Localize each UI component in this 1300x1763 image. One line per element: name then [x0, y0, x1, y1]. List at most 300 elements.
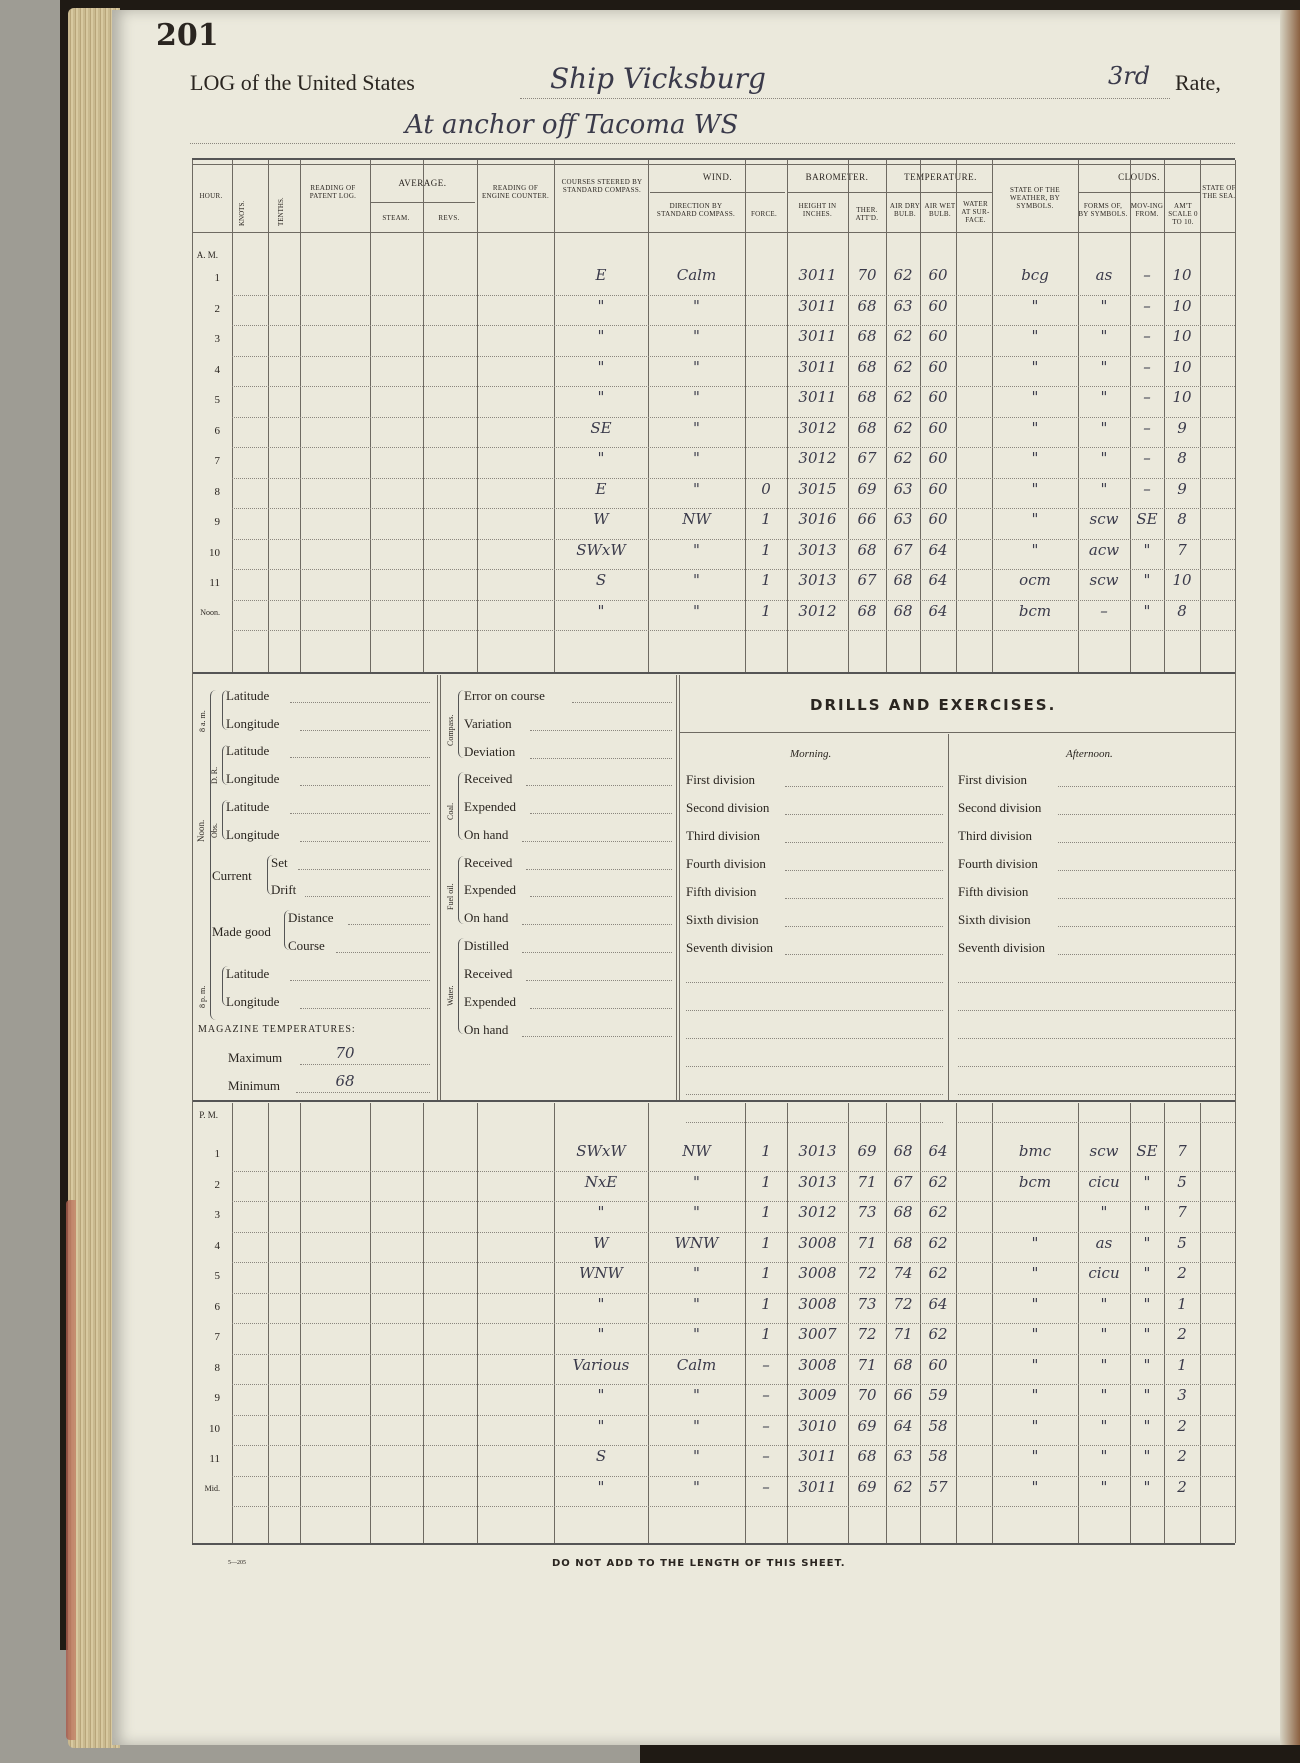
- cloud-amount-cell: 2: [1177, 1447, 1187, 1465]
- cloud-moving-cell: –: [1143, 479, 1151, 498]
- weather-cell: ": [1031, 1386, 1039, 1404]
- drill-blank-line: [686, 1038, 943, 1039]
- air-dry-cell: 63: [893, 296, 913, 315]
- cloud-amount-cell: 7: [1177, 540, 1187, 559]
- cloud-moving-cell: ": [1143, 1172, 1151, 1191]
- drill-afternoon-line: [1058, 898, 1235, 899]
- force-cell: –: [762, 1355, 770, 1374]
- barometer-cell: 3008: [798, 1264, 837, 1282]
- cloud-forms-cell: cicu: [1088, 1172, 1120, 1191]
- ther-att-cell: 67: [857, 571, 877, 589]
- coal-on-hand-line: [522, 841, 672, 842]
- course-cell: NxE: [584, 1172, 618, 1191]
- current-label: Current: [212, 868, 252, 883]
- cloud-amount-cell: 2: [1177, 1416, 1187, 1435]
- weather-cell: ": [1031, 1294, 1039, 1313]
- wind-cell: ": [693, 418, 700, 437]
- header-amount: AM'T SCALE 0 TO 10.: [1168, 202, 1198, 226]
- wind-cell: ": [693, 1477, 700, 1496]
- barometer-cell: 3008: [798, 1355, 837, 1374]
- magazine-min-line: [296, 1092, 430, 1093]
- wind-cell: NW: [682, 510, 711, 528]
- wind-cell: Calm: [676, 1355, 717, 1374]
- drill-afternoon-division: Fifth division: [958, 884, 1029, 899]
- force-cell: 1: [761, 1142, 771, 1160]
- fuel-oil-group-label: Fuel oil.: [446, 883, 455, 910]
- drill-afternoon-line: [1058, 926, 1235, 927]
- ther-att-cell: 68: [857, 1447, 877, 1465]
- drill-morning-line: [785, 926, 943, 927]
- barometer-cell: 3011: [798, 327, 837, 345]
- air-wet-cell: 60: [928, 1355, 948, 1374]
- weather-cell: bcm: [1018, 601, 1052, 620]
- am-label: A. M.: [196, 250, 218, 260]
- row-rule: [232, 417, 1235, 418]
- weather-cell: ocm: [1019, 571, 1051, 589]
- header-hour: HOUR.: [199, 192, 223, 200]
- barometer-cell: 3012: [798, 1203, 837, 1221]
- mid-divider-2b: [679, 675, 680, 1100]
- ther-att-cell: 71: [857, 1233, 877, 1252]
- drill-morning-line: [785, 898, 943, 899]
- drill-afternoon-division: Second division: [958, 800, 1042, 815]
- air-wet-cell: 58: [928, 1416, 948, 1435]
- header-barometer: BAROMETER.: [805, 172, 869, 182]
- cloud-forms-cell: scw: [1089, 1142, 1119, 1160]
- drill-blank-line: [958, 1038, 1235, 1039]
- background-left: [0, 0, 60, 1763]
- force-cell: 1: [761, 1264, 771, 1282]
- header-weather: STATE OF THE WEATHER, BY SYMBOLS.: [1010, 186, 1060, 210]
- air-dry-cell: 62: [893, 327, 913, 345]
- air-dry-cell: 68: [893, 1203, 913, 1221]
- water-received: Received: [464, 966, 513, 981]
- weather-cell: ": [1031, 418, 1039, 437]
- hour-label: 6: [214, 1300, 220, 1313]
- weather-cell: bcm: [1018, 1172, 1052, 1191]
- weather-cell: ": [1031, 1355, 1039, 1374]
- hour-label: 8: [214, 1361, 220, 1374]
- course-cell: Various: [572, 1355, 630, 1374]
- force-cell: –: [762, 1416, 770, 1435]
- air-wet-cell: 60: [928, 388, 948, 406]
- course-cell: SE: [590, 418, 612, 437]
- cloud-forms-cell: ": [1100, 1447, 1108, 1465]
- cloud-forms-cell: ": [1100, 1416, 1108, 1435]
- air-dry-cell: 62: [893, 266, 913, 284]
- barometer-cell: 3013: [798, 571, 837, 589]
- course-cell: ": [597, 601, 605, 620]
- air-wet-cell: 59: [928, 1386, 948, 1404]
- hour-label: 4: [214, 1239, 220, 1252]
- current-drift-line: [305, 896, 430, 897]
- cloud-moving-cell: –: [1143, 357, 1151, 376]
- water-group-label: Water.: [446, 985, 455, 1006]
- made-good-label: Made good: [212, 924, 271, 939]
- ship-name: Ship Vicksburg: [550, 62, 766, 95]
- header-height: HEIGHT IN INCHES.: [798, 202, 837, 218]
- obs-latitude-line: [290, 813, 430, 814]
- cloud-moving-cell: SE: [1136, 510, 1158, 528]
- air-dry-cell: 68: [893, 1142, 913, 1160]
- air-wet-cell: 60: [928, 449, 948, 467]
- mid-divider-2: [676, 675, 677, 1100]
- mid-divider-1: [437, 675, 438, 1100]
- header-moving: MOV-ING FROM.: [1130, 202, 1164, 218]
- barometer-cell: 3011: [798, 296, 837, 315]
- cloud-moving-cell: –: [1143, 449, 1151, 467]
- drill-morning-line: [785, 842, 943, 843]
- hour-label: 1: [214, 272, 220, 284]
- weather-cell: bcg: [1021, 266, 1049, 284]
- cloud-amount-cell: 1: [1177, 1355, 1187, 1374]
- pm8-label: 8 p. m.: [198, 985, 207, 1008]
- barometer-cell: 3008: [798, 1233, 837, 1252]
- magazine-min-label: Minimum: [228, 1078, 281, 1093]
- hour-label: 3: [214, 333, 220, 345]
- cloud-moving-cell: ": [1143, 1447, 1151, 1465]
- cloud-amount-cell: 10: [1172, 296, 1192, 315]
- cloud-forms-cell: ": [1100, 296, 1108, 315]
- weather-cell: bmc: [1018, 1142, 1052, 1160]
- force-cell: –: [762, 1477, 770, 1496]
- fuel-received: Received: [464, 855, 513, 870]
- fuel-received-line: [526, 869, 672, 870]
- ther-att-cell: 69: [857, 1416, 877, 1435]
- hour-label: 7: [214, 455, 220, 467]
- coal-on-hand: On hand: [464, 827, 509, 842]
- mid-divider-1b: [440, 675, 441, 1100]
- pm8-latitude: Latitude: [226, 966, 270, 981]
- course-cell: S: [595, 1447, 607, 1465]
- force-cell: 1: [761, 1172, 771, 1191]
- header-patent-log: READING OF PATENT LOG.: [309, 184, 357, 200]
- force-cell: –: [762, 1447, 770, 1465]
- ther-att-cell: 69: [857, 1142, 877, 1160]
- drill-blank-line: [958, 982, 1235, 983]
- row-rule: [232, 1476, 1235, 1477]
- dr-longitude: Longitude: [226, 771, 280, 786]
- hour-label: 7: [214, 1331, 220, 1343]
- wind-cell: WNW: [674, 1233, 719, 1252]
- drill-afternoon-division: Sixth division: [958, 912, 1031, 927]
- drill-blank-line: [686, 1094, 943, 1095]
- am8-latitude-line: [290, 702, 430, 703]
- air-dry-cell: 67: [893, 540, 913, 559]
- weather-cell: ": [1031, 296, 1039, 315]
- coal-received-line: [526, 785, 672, 786]
- hour-label: 4: [214, 363, 220, 376]
- weather-cell: ": [1031, 1233, 1039, 1252]
- ther-att-cell: 68: [857, 601, 877, 620]
- air-dry-cell: 63: [893, 479, 913, 498]
- barometer-cell: 3011: [798, 388, 837, 406]
- brace-noon: [210, 690, 217, 1020]
- row-rule: [232, 539, 1235, 540]
- weather-cell: ": [1031, 479, 1039, 498]
- wind-cell: Calm: [676, 266, 717, 284]
- cloud-forms-cell: ": [1100, 479, 1108, 498]
- air-wet-cell: 60: [928, 266, 948, 284]
- course-cell: E: [595, 266, 607, 284]
- header-wind: WIND.: [702, 172, 733, 182]
- cloud-moving-cell: ": [1143, 1477, 1151, 1496]
- course-cell: ": [597, 1203, 605, 1221]
- course-cell: W: [593, 510, 609, 528]
- mid-divider-3: [948, 734, 949, 1100]
- dr-label: D. R.: [210, 766, 219, 784]
- magazine-min-value: 68: [335, 1072, 355, 1090]
- cloud-moving-cell: ": [1143, 1386, 1151, 1404]
- air-wet-cell: 60: [928, 510, 948, 528]
- made-good-course: Course: [288, 938, 325, 953]
- wind-cell: ": [693, 1264, 700, 1282]
- weather-cell: ": [1031, 1447, 1039, 1465]
- course-cell: SWxW: [576, 1142, 626, 1160]
- ther-att-cell: 69: [857, 479, 877, 498]
- row-rule: [232, 1232, 1235, 1233]
- made-good-distance: Distance: [288, 910, 334, 925]
- force-cell: 0: [761, 479, 771, 498]
- air-dry-cell: 66: [893, 1386, 913, 1404]
- air-wet-cell: 62: [928, 1172, 948, 1191]
- force-cell: 1: [761, 1325, 771, 1343]
- drill-blank-line: [958, 1010, 1235, 1011]
- header-revs: REVS.: [438, 214, 460, 222]
- air-dry-cell: 62: [893, 1477, 913, 1496]
- made-good-distance-line: [348, 924, 430, 925]
- drill-blank-line: [686, 1122, 943, 1123]
- air-wet-cell: 60: [928, 418, 948, 437]
- hour-label: 1: [214, 1148, 220, 1160]
- compass-deviation-line: [530, 758, 672, 759]
- force-cell: 1: [761, 1294, 771, 1313]
- ther-att-cell: 67: [857, 449, 877, 467]
- barometer-cell: 3012: [798, 418, 837, 437]
- header-temperature: TEMPERATURE.: [904, 172, 977, 182]
- header-sea: STATE OF THE SEA.: [1202, 184, 1236, 200]
- header-air-wet: AIR WET BULB.: [924, 202, 956, 218]
- cloud-forms-cell: ": [1100, 1477, 1108, 1496]
- water-expended: Expended: [464, 994, 516, 1009]
- wind-cell: ": [693, 449, 700, 467]
- weather-cell: ": [1031, 388, 1039, 406]
- drill-morning-division: Seventh division: [686, 940, 774, 955]
- am8-longitude: Longitude: [226, 716, 280, 731]
- drills-title: DRILLS AND EXERCISES.: [810, 696, 1057, 714]
- cloud-amount-cell: 8: [1177, 601, 1187, 620]
- hour-label: 9: [214, 516, 220, 528]
- fuel-expended-line: [530, 896, 672, 897]
- drill-afternoon-division: Third division: [958, 828, 1033, 843]
- air-dry-cell: 67: [893, 1172, 913, 1191]
- clouds-divider: [1078, 192, 1200, 193]
- am8-label: 8 a. m.: [198, 710, 207, 732]
- drills-afternoon: Afternoon.: [1066, 748, 1113, 760]
- weather-cell: ": [1031, 1477, 1039, 1496]
- weather-cell: ": [1031, 540, 1039, 559]
- barometer-cell: 3011: [798, 357, 837, 376]
- barometer-cell: 3011: [798, 1477, 837, 1496]
- air-wet-cell: 57: [928, 1477, 948, 1496]
- row-rule: [232, 630, 1235, 631]
- coal-group-label: Coal.: [446, 802, 455, 820]
- obs-longitude-line: [300, 841, 430, 842]
- pm8-longitude-line: [300, 1008, 430, 1009]
- air-dry-cell: 71: [893, 1325, 913, 1343]
- air-wet-cell: 62: [928, 1233, 948, 1252]
- drill-afternoon-line: [1058, 870, 1235, 871]
- location: At anchor off Tacoma WS: [405, 110, 739, 140]
- barometer-cell: 3015: [798, 479, 837, 498]
- cloud-moving-cell: ": [1143, 1294, 1151, 1313]
- magazine-title: MAGAZINE TEMPERATURES:: [198, 1024, 356, 1035]
- barometer-cell: 3008: [798, 1294, 837, 1313]
- row-rule: [232, 1262, 1235, 1263]
- course-cell: S: [595, 571, 607, 589]
- drill-afternoon-division: Seventh division: [958, 940, 1046, 955]
- hour-label: 2: [214, 302, 220, 315]
- header-steam: STEAM.: [382, 214, 410, 222]
- drill-morning-division: Sixth division: [686, 912, 759, 927]
- dr-longitude-line: [300, 785, 430, 786]
- water-distilled: Distilled: [464, 938, 509, 953]
- header-water: WATER AT SUR-FACE.: [961, 200, 990, 224]
- barometer-cell: 3011: [798, 1447, 837, 1465]
- footer-notice: DO NOT ADD TO THE LENGTH OF THIS SHEET.: [552, 1558, 846, 1569]
- drill-afternoon-division: First division: [958, 772, 1027, 787]
- air-wet-cell: 64: [928, 540, 948, 559]
- barometer-cell: 3012: [798, 449, 837, 467]
- course-cell: WNW: [579, 1264, 623, 1282]
- row-rule: [232, 1171, 1235, 1172]
- header-air-dry: AIR DRY BULB.: [889, 202, 921, 218]
- header-courses: COURSES STEERED BY STANDARD COMPASS.: [561, 178, 643, 194]
- wind-cell: ": [693, 1203, 700, 1221]
- fuel-expended: Expended: [464, 882, 516, 897]
- hour-label: 10: [209, 1422, 220, 1435]
- cloud-forms-cell: scw: [1089, 571, 1119, 589]
- cloud-forms-cell: scw: [1089, 510, 1119, 528]
- header-clouds: CLOUDS.: [1118, 172, 1160, 182]
- book-right-edge: [1280, 10, 1300, 1745]
- ther-att-cell: 71: [857, 1172, 877, 1191]
- barometer-cell: 3013: [798, 1142, 837, 1160]
- am8-longitude-line: [300, 730, 430, 731]
- drill-blank-line: [958, 1066, 1235, 1067]
- compass-error: Error on course: [464, 688, 545, 703]
- weather-cell: ": [1031, 327, 1039, 345]
- current-set: Set: [271, 855, 288, 870]
- hour-label: 11: [209, 1453, 220, 1465]
- wind-cell: ": [693, 296, 700, 315]
- drill-morning-line: [785, 786, 943, 787]
- obs-label: Obs.: [210, 823, 219, 838]
- water-distilled-line: [522, 952, 672, 953]
- header-force: FORCE.: [750, 210, 778, 218]
- wind-cell: ": [693, 1325, 700, 1343]
- table-side-border: [1235, 160, 1236, 1543]
- drill-morning-line: [785, 954, 943, 955]
- coal-expended: Expended: [464, 799, 516, 814]
- course-cell: ": [597, 357, 605, 376]
- cloud-moving-cell: ": [1143, 540, 1151, 559]
- air-dry-cell: 64: [893, 1416, 913, 1435]
- cloud-amount-cell: 7: [1177, 1203, 1187, 1221]
- header-tenths: TENTHS.: [277, 197, 285, 226]
- wind-cell: ": [693, 388, 700, 406]
- cloud-amount-cell: 9: [1177, 479, 1187, 498]
- course-cell: ": [597, 296, 605, 315]
- ther-att-cell: 68: [857, 388, 877, 406]
- force-cell: 1: [761, 510, 771, 528]
- hour-label: 2: [214, 1178, 220, 1191]
- barometer-cell: 3007: [798, 1325, 837, 1343]
- water-expended-line: [530, 1008, 672, 1009]
- force-cell: 1: [761, 540, 771, 559]
- row-rule: [232, 1384, 1235, 1385]
- cloud-moving-cell: ": [1143, 571, 1151, 589]
- air-dry-cell: 62: [893, 388, 913, 406]
- hour-label: 9: [214, 1392, 220, 1404]
- ther-att-cell: 68: [857, 357, 877, 376]
- cloud-forms-cell: ": [1100, 388, 1108, 406]
- dr-latitude: Latitude: [226, 743, 270, 758]
- air-wet-cell: 60: [928, 296, 948, 315]
- hour-label: 6: [214, 424, 220, 437]
- air-dry-cell: 74: [893, 1264, 913, 1282]
- hour-label: 8: [214, 485, 220, 498]
- wind-cell: ": [693, 1386, 700, 1404]
- hour-label: 3: [214, 1209, 220, 1221]
- course-cell: ": [597, 1325, 605, 1343]
- cloud-amount-cell: 7: [1177, 1142, 1187, 1160]
- hour-label: Mid.: [204, 1483, 220, 1493]
- wind-cell: ": [693, 479, 700, 498]
- wind-divider: [650, 192, 785, 193]
- cloud-moving-cell: ": [1143, 1233, 1151, 1252]
- air-wet-cell: 60: [928, 357, 948, 376]
- water-received-line: [526, 980, 672, 981]
- mid-bottom-border: [192, 1100, 1235, 1102]
- row-rule: [232, 295, 1235, 296]
- air-dry-cell: 68: [893, 571, 913, 589]
- wind-cell: ": [693, 1447, 700, 1465]
- drill-morning-division: First division: [686, 772, 755, 787]
- row-rule: [232, 1354, 1235, 1355]
- air-dry-cell: 68: [893, 1355, 913, 1374]
- hour-label: 5: [214, 394, 220, 406]
- air-wet-cell: 62: [928, 1264, 948, 1282]
- row-rule: [232, 508, 1235, 509]
- ther-att-cell: 68: [857, 418, 877, 437]
- cloud-amount-cell: 10: [1172, 357, 1192, 376]
- fuel-on-hand-line: [522, 924, 672, 925]
- cloud-amount-cell: 10: [1172, 388, 1192, 406]
- pm8-latitude-line: [290, 980, 430, 981]
- cloud-forms-cell: as: [1095, 1233, 1113, 1252]
- cloud-amount-cell: 2: [1177, 1477, 1187, 1496]
- cloud-moving-cell: ": [1143, 601, 1151, 620]
- baro-temp-divider: [788, 192, 993, 193]
- drill-afternoon-line: [1058, 954, 1235, 955]
- ther-att-cell: 70: [857, 266, 877, 284]
- row-rule: [232, 1323, 1235, 1324]
- air-wet-cell: 60: [928, 479, 948, 498]
- page-number: 201: [156, 18, 219, 53]
- cloud-forms-cell: ": [1100, 449, 1108, 467]
- cloud-forms-cell: –: [1100, 601, 1108, 620]
